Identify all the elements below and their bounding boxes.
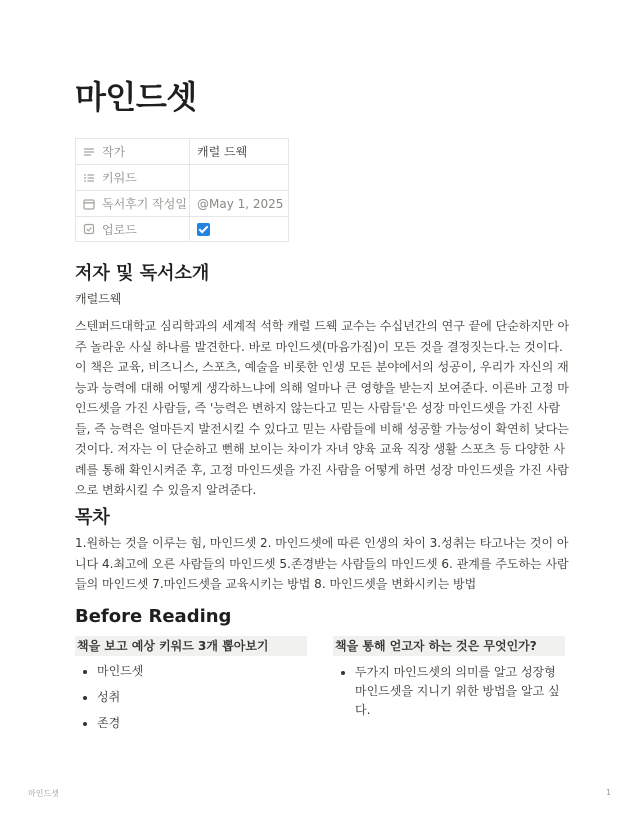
property-key: 업로드 (75, 217, 190, 241)
list-item: 마인드셋 (75, 662, 307, 681)
list-item: 두가지 마인드셋의 의미를 알고 성장형 마인드셋을 지니기 위한 방법을 알고 싶 다. (333, 663, 573, 720)
property-row-date[interactable] (75, 190, 289, 216)
property-key: 독서후기 작성일 (75, 191, 190, 216)
property-row-uploaded[interactable] (75, 216, 289, 242)
goal-list (333, 663, 573, 720)
property-row-author[interactable] (75, 138, 289, 164)
left-column-heading: 책을 보고 예상 키워드 3개 뽑아보기 (75, 636, 307, 656)
uploaded-checkbox[interactable] (197, 223, 210, 236)
list-icon (82, 171, 96, 185)
property-value[interactable] (190, 217, 289, 241)
property-key: 키워드 (75, 165, 190, 190)
author-name: 캐럴드웩 (75, 292, 122, 306)
calendar-icon (82, 197, 96, 211)
list-item: 존경 (75, 714, 307, 733)
property-value-date[interactable]: @May 1, 2025 (190, 191, 289, 216)
toc-text: 1.원하는 것을 이루는 힘, 마인드셋 2. 마인드셋에 따른 인생의 차이 3.성취는 타고나는 것이 아 니다 4.최고에 오른 사람들의 마인드셋 5.존경받는 사람들의 마인드셋 6. 관계를 주도하는 사람 들의 마인드셋 7.마인드셋을 교육시키는 방법 8. 마인드셋을 변화시키는 방법 (75, 536, 569, 591)
author-description: 스텐퍼드대학교 심리학과의 세계적 석학 캐럴 드웩 교수는 수십년간의 연구 끝에 단순하지만 아 주 놀라운 사실 하나를 발견한다. 바로 마인드셋(마음가짐)이 모든 것을 결정짓는다.는 것이다. 이 책은 교육, 비즈니스, 스포츠, 예술을 비롯한 인생 모든 분야에서의 성공이, 우리가 자신의 재 능과 능력에 대해 어떻게 생각하느냐에 의해 얼마나 큰 영향을 받는지 보여준다. 이른바 고정 마 인드셋을 가진 사람들, 즉 '능력은 변하지 않는다고 믿는 사람들'은 성장 마인드셋을 가진 사람 들, 즉 능력은 얼마든지 발전시킬 수 있다고 믿는 사람들에 비해 성공할 가능성이 확연히 낮다는 것이다. 저자는 이 단순하고 뻔해 보이는 차이가 자녀 양육 교육 직장 생활 스포츠 등 다양한 사 례를 통해 확인시켜준 후, 고정 마인드셋을 가진 사람을 어떻게 하면 성장 마인드셋을 가진 사람 으로 변화시킬 수 있을지 알려준다. (75, 319, 570, 497)
before-reading-heading: Before Reading (75, 606, 232, 627)
page-number: 1 (606, 788, 612, 797)
property-key: 작가 (75, 139, 190, 164)
text-lines-icon (82, 145, 96, 159)
page-title: 마인드셋 (75, 78, 197, 116)
property-value[interactable] (190, 165, 289, 190)
footer-title: 마인드셋 (28, 789, 59, 798)
right-column-heading: 책을 통해 얻고자 하는 것은 무엇인가? (333, 636, 565, 656)
author-heading: 저자 및 독서소개 (75, 263, 210, 284)
property-value[interactable]: 캐럴 드웩 (190, 139, 289, 164)
properties-table (75, 138, 289, 242)
checkbox-icon (82, 222, 96, 236)
keyword-list (75, 662, 307, 733)
property-row-keywords[interactable] (75, 164, 289, 190)
toc-heading: 목차 (75, 507, 110, 528)
list-item: 성취 (75, 688, 307, 707)
